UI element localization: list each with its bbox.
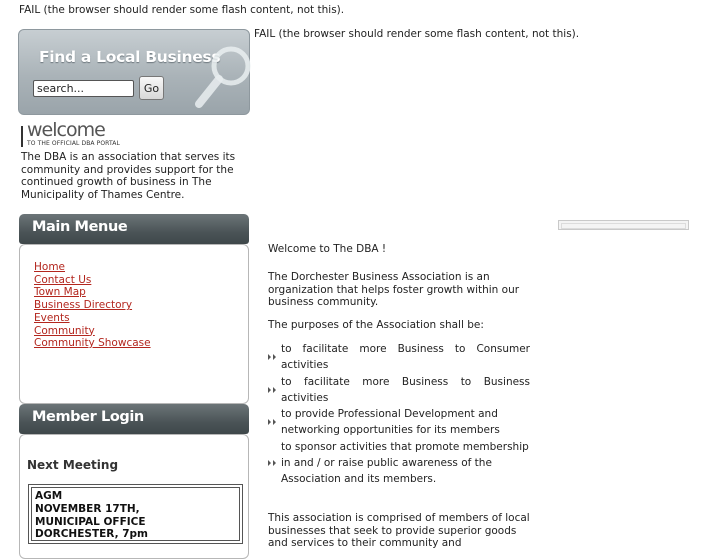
menu-link-business-directory[interactable]: Business Directory [34,299,133,312]
purpose-item [268,439,530,488]
menu-link-community-showcase[interactable]: Community Showcase [34,337,151,350]
purpose-item [268,406,530,439]
meeting-line: DORCHESTER, 7pm [35,528,148,541]
purpose-text: to facilitate more Business to Business activities [281,375,530,404]
menu-link-events[interactable]: Events [34,311,70,324]
next-meeting-label: Next Meeting [27,458,119,472]
welcome-text: The DBA is an association that serves its community and provides support for the continued growth of business in The Municipality of Thames Centre. [21,151,236,202]
main-menu-header [19,214,249,244]
main-menu-list [34,261,151,350]
bullet-arrow-icon [268,354,277,360]
meeting-details [31,487,240,541]
member-login-header [19,404,249,434]
content-purposes-heading: The purposes of the Association shall be: [268,319,484,331]
find-business-title: Find a Local Business [39,48,221,66]
menu-link-contact-us[interactable]: Contact Us [34,273,92,286]
menu-link-home[interactable]: Home [34,261,66,273]
purpose-text: to facilitate more Business to Consumer activities [281,343,530,372]
bullet-arrow-icon [268,460,277,466]
meeting-line: AGM [35,490,63,502]
flash-fallback-right: FAIL (the browser should render some flash content, not this). [254,28,580,40]
purpose-text: to provide Professional Development and networking opportunities for its members [281,408,500,437]
search-input[interactable] [33,80,134,97]
bullet-arrow-icon [268,419,277,425]
meeting-line: MUNICIPAL OFFICE [35,515,146,528]
welcome-heading: welcome [27,119,105,141]
magnifier-icon [187,38,257,114]
go-button[interactable]: Go [139,76,164,100]
meeting-line: NOVEMBER 17TH, [35,502,140,515]
purpose-text: to sponsor activities that promote membership in and / or raise public awareness of the Association and its members. [281,440,529,486]
flash-scroll-strip [558,220,689,230]
content-membership: This association is comprised of members of local businesses that seek to provide superior goods and services to their community and [268,512,530,550]
purpose-item [268,341,530,374]
purpose-item [268,374,530,407]
purposes-list [268,341,530,488]
member-login-title: Member Login [32,409,144,425]
flash-fallback-top: FAIL (the browser should render some flash content, not this). [19,4,345,16]
welcome-divider [21,126,23,147]
menu-link-community[interactable]: Community [34,324,95,337]
bullet-arrow-icon [268,387,277,393]
find-business-panel [18,29,250,115]
menu-link-town-map[interactable]: Town Map [34,286,86,299]
main-menu-title: Main Menue [32,219,128,235]
content-greeting: Welcome to The DBA ! [268,243,387,255]
welcome-subheading: TO THE OFFICIAL DBA PORTAL [27,140,120,147]
meeting-box [28,484,243,544]
content-intro: The Dorchester Business Association is an organization that helps foster growth within our business community. [268,271,520,309]
